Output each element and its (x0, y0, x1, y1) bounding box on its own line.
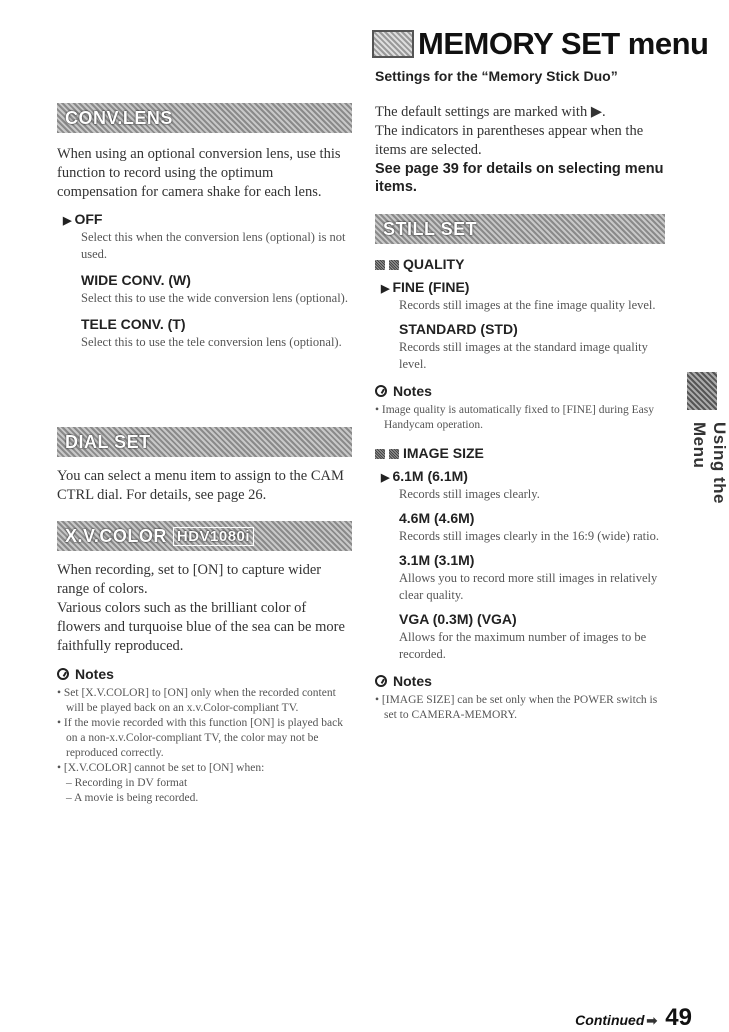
dial-set-body: You can select a menu item to assign to the CAM CTRL dial. For details, see page 26. (57, 468, 344, 503)
dial-set-heading: DIAL SET (57, 427, 352, 457)
note-item: • [X.V.COLOR] cannot be set to [ON] when: (57, 762, 265, 774)
notes-icon (375, 385, 387, 397)
option-desc: Records still images clearly in the 16:9 (wide) ratio. (399, 529, 659, 543)
option-tele-conv (81, 316, 352, 351)
option-title: WIDE CONV. (W) (81, 272, 191, 288)
quality-heading: QUALITY (375, 256, 665, 272)
option-3-1m (399, 552, 665, 604)
note-subitem: – A movie is being recorded. (66, 792, 199, 804)
option-desc: Select this when the conversion lens (optional) is not used. (81, 230, 346, 261)
camera-mode-icon (375, 260, 385, 270)
option-fine (381, 279, 665, 314)
option-title: STANDARD (STD) (399, 321, 518, 337)
conv-lens-body: When using an optional conversion lens, use this function to record using the optimum compensation for camera shake for each lens. (57, 146, 341, 200)
notes-heading: Notes (375, 383, 665, 399)
option-desc: Allows for the maximum number of images to be recorded. (399, 630, 647, 661)
option-title: TELE CONV. (T) (81, 316, 186, 332)
intro-indicators: The indicators in parentheses appear when the items are selected. (375, 123, 644, 158)
note-item: • [IMAGE SIZE] can be set only when the POWER switch is set to CAMERA-MEMORY. (375, 694, 658, 721)
xvcolor-section (57, 521, 352, 806)
default-marker-icon: ▶ (381, 283, 390, 295)
intro-default: The default settings are marked with ▶. (375, 104, 606, 120)
page-subtitle: Settings for the “Memory Stick Duo” (375, 68, 618, 84)
notes-icon (375, 675, 387, 687)
option-desc: Records still images at the fine image quality level. (399, 298, 656, 312)
default-marker-icon: ▶ (63, 215, 72, 227)
section-side-tab (680, 372, 729, 512)
option-title: ▶ FINE (FINE) (381, 279, 470, 295)
image-size-heading: IMAGE SIZE (375, 445, 665, 461)
intro-section (375, 103, 665, 196)
notes-list (57, 686, 352, 806)
option-desc: Select this to use the tele conversion lens (optional). (81, 335, 342, 349)
option-desc: Records still images clearly. (399, 487, 540, 501)
option-6-1m (381, 468, 665, 503)
option-wide-conv (81, 272, 352, 307)
camera-mode-icon (375, 449, 385, 459)
option-vga (399, 611, 665, 663)
xvcolor-body-1: When recording, set to [ON] to capture wider range of colors. (57, 562, 322, 597)
option-off (63, 211, 352, 263)
option-desc: Allows you to record more still images in relatively clear quality. (399, 571, 658, 602)
note-item: • If the movie recorded with this function [ON] is played back on a non-x.v.Color-compliant TV, the color may not be reproduced correctly. (57, 717, 344, 759)
page-footer (575, 1004, 692, 1032)
xvcolor-heading: X.V.COLOR HDV1080i (57, 521, 352, 551)
page-title (372, 26, 708, 62)
still-set-section (375, 214, 665, 723)
page-title-text: MEMORY SET menu (418, 26, 709, 61)
xvcolor-body-2: Various colors such as the brilliant color of flowers and turquoise blue of the sea can be more faithfully reproduced. (57, 600, 345, 654)
option-title: VGA (0.3M) (VGA) (399, 611, 517, 627)
conv-lens-section (57, 103, 352, 351)
notes-heading: Notes (57, 666, 352, 682)
option-desc: Select this to use the wide conversion lens (optional). (81, 291, 348, 305)
option-standard (399, 321, 665, 373)
continued-label: Continued (575, 1012, 645, 1028)
note-item: • Set [X.V.COLOR] to [ON] only when the recorded content will be played back on an x.v.Color-compliant TV. (57, 687, 336, 714)
notes-icon (57, 668, 69, 680)
memory-card-icon (372, 30, 414, 58)
memory-icon (389, 449, 399, 459)
option-title: ▶ OFF (63, 211, 103, 227)
option-title: 3.1M (3.1M) (399, 552, 475, 568)
arrow-right-icon: ➡ (646, 1013, 658, 1028)
option-title: ▶ 6.1M (6.1M) (381, 468, 468, 484)
notes-heading: Notes (375, 673, 665, 689)
option-desc: Records still images at the standard image quality level. (399, 340, 648, 371)
still-set-heading: STILL SET (375, 214, 665, 244)
see-page-link: See page 39 for details on selecting menu items. (375, 161, 664, 195)
note-item: • Image quality is automatically fixed to [FINE] during Easy Handycam operation. (375, 404, 655, 431)
memory-icon (389, 260, 399, 270)
conv-lens-heading: CONV.LENS (57, 103, 352, 133)
side-tab-block (687, 372, 717, 410)
page-number: 49 (665, 1004, 692, 1031)
option-title: 4.6M (4.6M) (399, 510, 475, 526)
note-subitem: – Recording in DV format (66, 777, 188, 789)
hdv-badge: HDV1080i (173, 527, 254, 546)
dial-set-section (57, 427, 352, 505)
default-marker-icon: ▶ (381, 472, 390, 484)
side-tab-label: Using the Menu (690, 422, 729, 504)
option-4-6m (399, 510, 665, 545)
